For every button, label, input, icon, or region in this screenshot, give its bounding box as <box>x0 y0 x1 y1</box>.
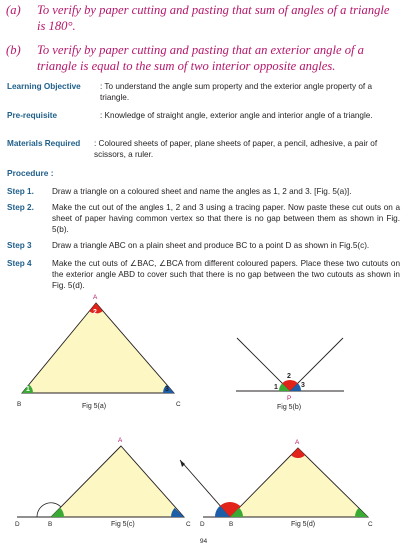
fig-5d-caption: Fig 5(d) <box>291 521 316 528</box>
fig-5b-angle-1-label: 1 <box>274 384 278 391</box>
fig-5d-vertex-a: A <box>295 439 300 446</box>
aim-a-text: To verify by paper cutting and pasting that sum of angles of a triangle is 180°. <box>37 3 390 33</box>
fig-5a-angle-3-label: 3 <box>165 386 169 393</box>
prerequisite-label: Pre-requisite <box>7 111 58 120</box>
fig-5c-vertex-d: D <box>15 521 20 528</box>
page-number: 94 <box>199 538 208 545</box>
fig-5a-vertex-a: A <box>93 294 98 301</box>
procedure-heading: Procedure : <box>7 168 54 178</box>
fig-5d-vertex-b: B <box>229 521 234 528</box>
fig-5a-angle-2-label: 2 <box>93 309 97 316</box>
step-1-label: Step 1. <box>7 187 34 196</box>
fig-5d-vertex-c: C <box>368 521 373 528</box>
fig-5a-caption: Fig 5(a) <box>82 403 107 410</box>
fig-5b-ray-right <box>290 338 343 391</box>
materials-required-text: : Coloured sheets of paper, plane sheets of paper, a pencil, adhesive, a pair of scissors, a ruler. <box>94 139 378 159</box>
step-3-label: Step 3 <box>7 241 32 250</box>
step-3-text: Draw a triangle ABC on a plain sheet and produce BC to a point D as shown in Fig.5(c). <box>52 241 370 250</box>
aim-b-label: (b) <box>6 43 21 57</box>
fig-5b-angle-2-label: 2 <box>287 373 291 380</box>
fig-5c-vertex-b: B <box>48 521 53 528</box>
aim-b-text: To verify by paper cutting and pasting that an exterior angle of a triangle is equal to the sum of two interior opposite angles. <box>37 43 364 73</box>
fig-5b <box>236 338 344 411</box>
fig-5b-caption: Fig 5(b) <box>277 404 302 411</box>
learning-objective-label: Learning Objective <box>7 82 81 91</box>
fig-5c <box>15 437 191 528</box>
fig-5c-triangle <box>51 446 184 517</box>
fig-5b-ray-left <box>237 338 290 391</box>
fig-5d-triangle <box>230 448 368 517</box>
fig-5a-vertex-c: C <box>176 401 181 408</box>
fig-5d-vertex-d: D <box>200 521 205 528</box>
fig-5a-vertex-b: B <box>17 401 22 408</box>
materials-required-label: Materials Required <box>7 139 81 148</box>
fig-5d-guide-arrowhead <box>180 460 185 467</box>
step-1-text: Draw a triangle on a coloured sheet and name the angles as 1, 2 and 3. [Fig. 5(a)]. <box>52 187 352 196</box>
step-4-label: Step 4 <box>7 259 32 268</box>
fig-5a-triangle <box>22 303 174 393</box>
aim-a-label: (a) <box>6 3 21 17</box>
fig-5c-vertex-c: C <box>186 521 191 528</box>
fig-5c-vertex-a: A <box>118 437 123 444</box>
learning-objective-text: : To understand the angle sum property and the exterior angle property of a triangle. <box>100 82 373 102</box>
fig-5d-angle-a <box>291 448 305 458</box>
fig-5b-angle-3-label: 3 <box>301 382 305 389</box>
step-2-label: Step 2. <box>7 203 34 212</box>
fig-5b-point-p: P <box>287 395 292 402</box>
step-2-text: Make the cut out of the angles 1, 2 and 3 using a tracing paper. Now paste these cut outs on a sheet of paper having common vertex so that there is no gap between them as shown in Fig. 5(b). <box>52 203 400 234</box>
step-4-text: Make the cut outs of ∠BAC, ∠BCA from different coloured papers. Place these two cutouts on the exterior angle ABD to cover such that there is no gap between the two cutouts as shown in Fig. 5(d). <box>52 259 400 290</box>
fig-5a <box>17 294 181 410</box>
prerequisite-text: : Knowledge of straight angle, exterior angle and interior angle of a triangle. <box>100 111 373 120</box>
fig-5a-angle-1-label: 1 <box>26 386 30 393</box>
fig-5c-caption: Fig 5(c) <box>111 521 135 528</box>
fig-5d <box>180 439 373 528</box>
